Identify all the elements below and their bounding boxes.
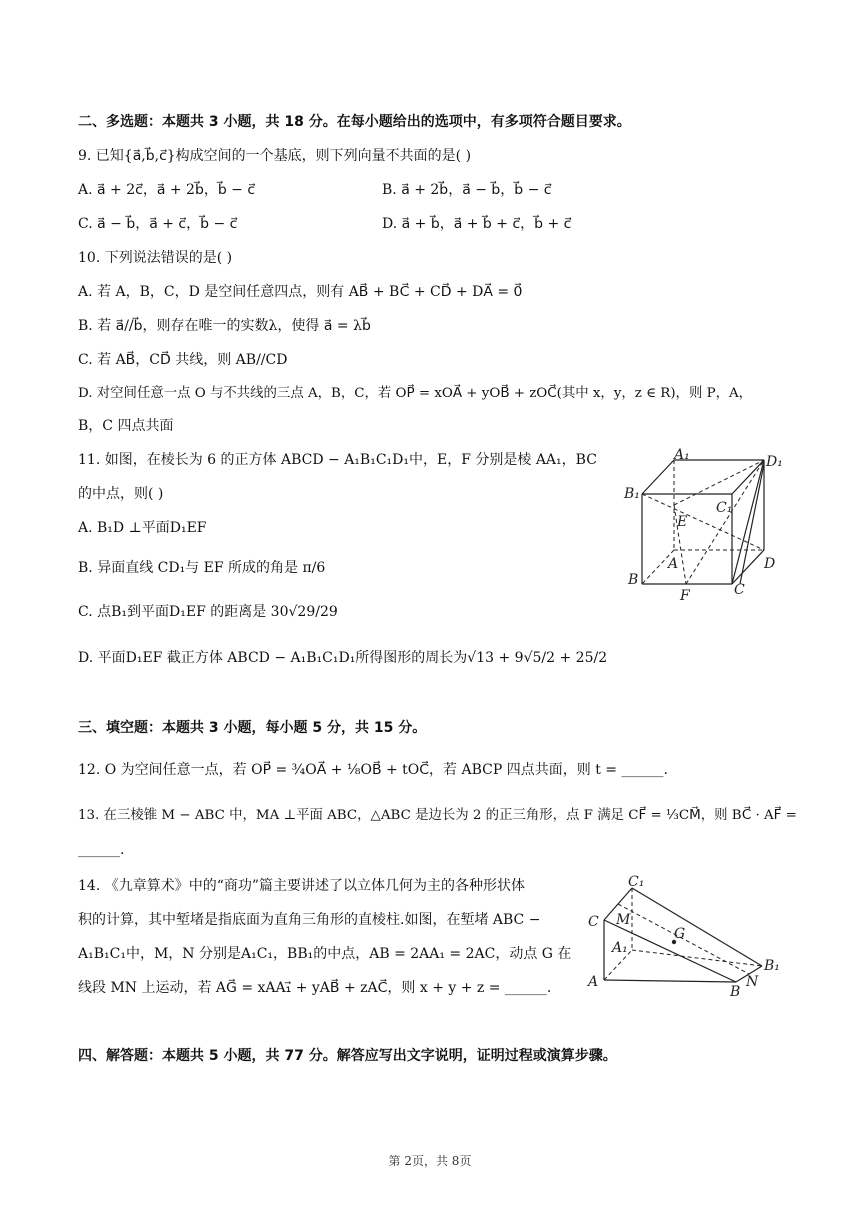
q11-stem-line1: 11. 如图，在棱长为 6 的正方体 ABCD − A₁B₁C₁D₁中，E，F 分别是棱 AA₁，BC	[78, 452, 597, 468]
q14-line2: 积的计算，其中堑堵是指底面为直角三角形的直棱柱.如图，在堑堵 ABC −	[78, 912, 541, 928]
q14-line4: 线段 MN 上运动，若 AG⃗ = xAA₁⃗ + yAB⃗ + zAC⃗，则 x + y + z = ______.	[78, 980, 552, 996]
cube-label-a: A	[668, 556, 679, 572]
cube-label-b: B	[628, 572, 639, 588]
prism-label-n: N	[746, 974, 759, 990]
q9-option-c: C. a⃗ − b⃗，a⃗ + c⃗，b⃗ − c⃗	[78, 216, 238, 232]
q13-line1: 13. 在三棱锥 M − ABC 中，MA ⊥平面 ABC，△ABC 是边长为 2 的正三角形，点 F 满足 CF⃗ = ⅓CM⃗，则 BC⃗ · AF⃗ =	[78, 808, 797, 823]
prism-label-g: G	[674, 926, 686, 942]
prism-label-m: M	[616, 912, 631, 928]
q9-stem: 9. 已知{a⃗,b⃗,c⃗}构成空间的一个基底，则下列向量不共面的是( )	[78, 148, 472, 164]
cube-figure	[620, 446, 790, 606]
cube-label-f: F	[680, 588, 690, 604]
q10-option-c: C. 若 AB⃗，CD⃗ 共线，则 AB//CD	[78, 352, 288, 368]
q14-line3: A₁B₁C₁中，M，N 分别是A₁C₁，BB₁的中点，AB = 2AA₁ = 2AC，动点 G 在	[78, 946, 572, 962]
cube-label-a1: A₁	[674, 447, 690, 463]
prism-label-a1: A₁	[612, 940, 628, 956]
section-2-heading: 二、多选题：本题共 3 小题，共 18 分。在每小题给出的选项中，有多项符合题目要求。	[78, 114, 631, 130]
prism-label-c1: C₁	[628, 874, 645, 890]
cube-label-e: E	[677, 514, 688, 530]
q12-text: 12. O 为空间任意一点，若 OP⃗ = ¾OA⃗ + ⅛OB⃗ + tOC⃗，若 ABCP 四点共面，则 t = ______.	[78, 762, 668, 778]
cube-label-c1: C₁	[716, 500, 733, 516]
q10-stem: 10. 下列说法错误的是( )	[78, 250, 233, 266]
section-4-heading: 四、解答题：本题共 5 小题，共 77 分。解答应写出文字说明，证明过程或演算步骤。	[78, 1048, 617, 1064]
cube-label-d1: D₁	[766, 454, 783, 470]
q9-option-a: A. a⃗ + 2c⃗，a⃗ + 2b⃗，b⃗ − c⃗	[78, 182, 256, 198]
q11-option-b: B. 异面直线 CD₁与 EF 所成的角是 π/6	[78, 560, 326, 576]
q10-option-d-line2: B，C 四点共面	[78, 418, 174, 434]
cube-label-d: D	[764, 556, 776, 572]
prism-figure	[586, 874, 786, 998]
q9-option-b: B. a⃗ + 2b⃗，a⃗ − b⃗，b⃗ − c⃗	[382, 182, 552, 198]
section-3-heading: 三、填空题：本题共 3 小题，每小题 5 分，共 15 分。	[78, 720, 427, 736]
q14-line1: 14. 《九章算术》中的“商功”篇主要讲述了以立体几何为主的各种形状体	[78, 878, 526, 894]
q11-option-c: C. 点B₁到平面D₁EF 的距离是 30√29/29	[78, 604, 338, 620]
q11-option-d: D. 平面D₁EF 截正方体 ABCD − A₁B₁C₁D₁所得图形的周长为√13 + 9√5/2 + 25/2	[78, 650, 608, 666]
q9-option-d: D. a⃗ + b⃗，a⃗ + b⃗ + c⃗，b⃗ + c⃗	[382, 216, 572, 232]
q13-line2: ______.	[78, 842, 125, 858]
prism-label-b: B	[730, 984, 741, 998]
q10-option-d-line1: D. 对空间任意一点 O 与不共线的三点 A，B，C，若 OP⃗ = xOA⃗ + yOB⃗ + zOC⃗(其中 x，y，z ∈ R)，则 P，A，	[78, 386, 753, 401]
q10-option-b: B. 若 a⃗//b⃗，则存在唯一的实数λ，使得 a⃗ = λb⃗	[78, 318, 371, 334]
prism-label-a: A	[588, 974, 599, 990]
prism-label-c: C	[588, 914, 599, 930]
prism-label-b1: B₁	[764, 958, 780, 974]
cube-label-c: C	[734, 582, 745, 598]
q11-option-a: A. B₁D ⊥平面D₁EF	[78, 520, 207, 536]
q10-option-a: A. 若 A，B，C，D 是空间任意四点，则有 AB⃗ + BC⃗ + CD⃗ + DA⃗ = 0⃗	[78, 284, 523, 300]
q11-stem-line2: 的中点，则( )	[78, 486, 164, 502]
page-footer: 第 2页，共 8页	[388, 1154, 472, 1168]
cube-label-b1: B₁	[624, 486, 640, 502]
